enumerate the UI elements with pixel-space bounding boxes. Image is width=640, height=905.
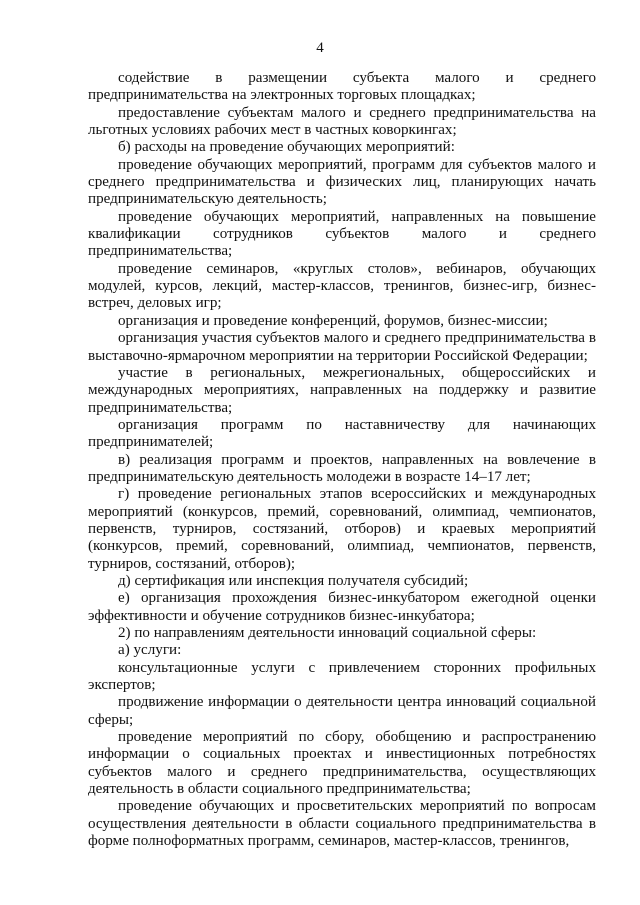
paragraph-12: г) проведение региональных этапов всероссийских и международных мероприятий (конкурсов, премий, соревнований, олимпиад, чемпионатов, первенств, турниров, состязаний, отборов) и краевых мероприятий (конкурсов, премий, соревнований, олимпиад, чемпионатов, первенств, турниров, состязаний, отборов); xyxy=(88,486,596,572)
paragraph-4: проведение обучающих мероприятий, программ для субъектов малого и среднего предпринимательства и физических лиц, планирующих начать предпринимательскую деятельность; xyxy=(88,156,596,208)
paragraph-1: содействие в размещении субъекта малого и среднего предпринимательства на электронных торговых площадках; xyxy=(88,70,596,104)
paragraph-8: организация участия субъектов малого и среднего предпринимательства в выставочно-ярмарочном мероприятии на территории Российской Федерации; xyxy=(88,330,596,364)
paragraph-11: в) реализация программ и проектов, направленных на вовлечение в предпринимательскую деятельность молодежи в возрасте 14–17 лет; xyxy=(88,451,596,485)
paragraph-6: проведение семинаров, «круглых столов», вебинаров, обучающих модулей, курсов, лекций, мастер-классов, тренингов, бизнес-игр, бизнес-встреч, деловых игр; xyxy=(88,260,596,312)
paragraph-14: е) организация прохождения бизнес-инкубатором ежегодной оценки эффективности и обучение сотрудников бизнес-инкубатора; xyxy=(88,590,596,624)
page-number: 4 xyxy=(316,40,324,56)
paragraph-15: 2) по направлениям деятельности инноваций социальной сферы: xyxy=(118,625,537,641)
paragraph-18: продвижение информации о деятельности центра инноваций социальной сферы; xyxy=(88,694,596,728)
paragraph-5: проведение обучающих мероприятий, направленных на повышение квалификации сотрудников субъектов малого и среднего предпринимательства; xyxy=(88,208,596,260)
paragraph-10: организация программ по наставничеству для начинающих предпринимателей; xyxy=(88,416,596,451)
paragraph-20: проведение обучающих и просветительских мероприятий по вопросам осуществления деятельности в области социального предпринимательства в форме полноформатных программ, семинаров, мастер-классов, тренингов, xyxy=(88,798,596,850)
paragraph-19: проведение мероприятий по сбору, обобщению и распространению информации о социальных проектах и инвестиционных потребностях субъектов малого и среднего предпринимательства, осуществляющих деятельность в области социального предпринимательства; xyxy=(88,729,596,798)
paragraph-2: предоставление субъектам малого и среднего предпринимательства на льготных условиях рабочих мест в частных коворкингах; xyxy=(88,104,596,139)
paragraph-3: б) расходы на проведение обучающих мероприятий: xyxy=(118,139,455,156)
paragraph-16: а) услуги: xyxy=(118,642,182,659)
document-body xyxy=(88,70,596,850)
paragraph-13: д) сертификация или инспекция получателя субсидий; xyxy=(118,572,469,589)
paragraph-7: организация и проведение конференций, форумов, бизнес-миссии; xyxy=(118,312,548,329)
paragraph-17: консультационные услуги с привлечением сторонних профильных экспертов; xyxy=(88,659,596,694)
paragraph-9: участие в региональных, межрегиональных, общероссийских и международных мероприятиях, направленных на поддержку и развитие предпринимательства; xyxy=(88,364,596,416)
